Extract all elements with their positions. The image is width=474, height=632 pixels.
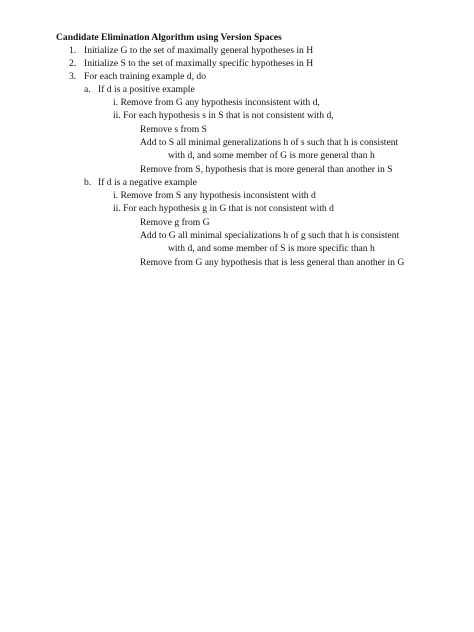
case-a-action-2: Add to S all minimal generalizations h of s such that h is consistent — [140, 137, 399, 148]
case-a-action-2-cont: with d, and some member of G is more general than h — [168, 150, 375, 161]
case-a-sub-i: i. Remove from G any hypothesis inconsistent with d, — [113, 97, 320, 108]
case-b-action-2: Add to G all minimal specializations h of g such that h is consistent — [140, 230, 400, 241]
case-b-action-3: Remove from G any hypothesis that is less general than another in G — [140, 257, 405, 268]
case-a-text: If d is a positive example — [98, 84, 195, 95]
document-title: Candidate Elimination Algorithm using Version Spaces — [56, 32, 282, 43]
step-3-text: For each training example d, do — [84, 71, 207, 82]
step-1-text: Initialize G to the set of maximally general hypotheses in H — [84, 45, 314, 56]
case-a-sub-ii: ii. For each hypothesis s in S that is not consistent with d, — [113, 110, 334, 121]
case-b-text: If d is a negative example — [98, 177, 197, 188]
case-b-sub-ii: ii. For each hypothesis g in G that is not consistent with d — [113, 203, 334, 214]
step-1-number: 1. — [69, 45, 77, 56]
case-b-action-2-cont: with d, and some member of S is more specific than h — [168, 243, 375, 254]
step-3-number: 3. — [69, 71, 77, 82]
case-b-action-1: Remove g from G — [140, 217, 210, 228]
case-a-letter: a. — [84, 84, 91, 95]
case-a-action-1: Remove s from S — [140, 124, 207, 135]
step-2-number: 2. — [69, 58, 77, 69]
case-b-sub-i: i. Remove from S any hypothesis inconsistent with d — [113, 190, 316, 201]
step-2-text: Initialize S to the set of maximally specific hypotheses in H — [84, 58, 314, 69]
case-a-action-3: Remove from S, hypothesis that is more general than another in S — [140, 164, 393, 175]
case-b-letter: b. — [84, 177, 92, 188]
